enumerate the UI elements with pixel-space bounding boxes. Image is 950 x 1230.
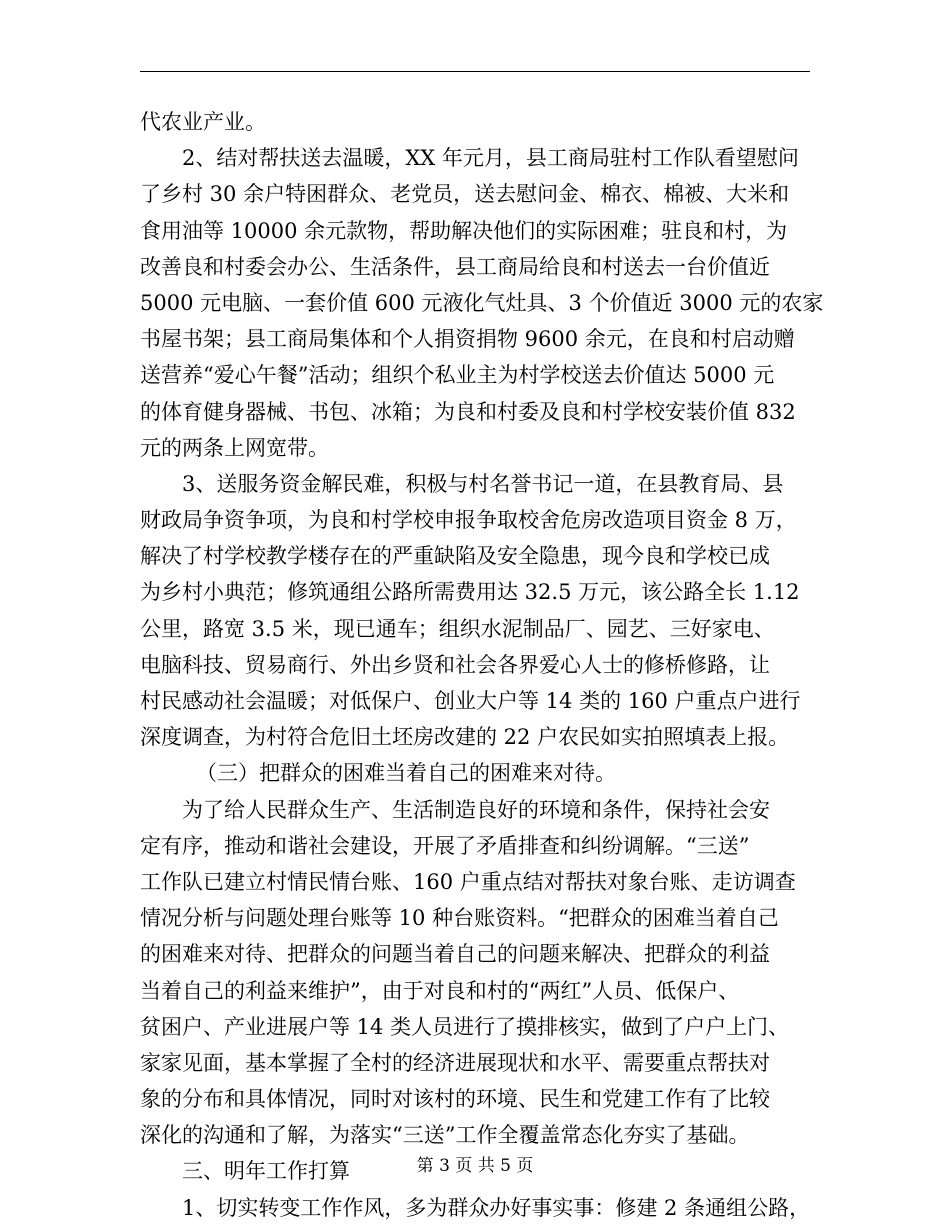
paragraph-start: 2、结对帮扶送去温暖，XX 年元月，县工商局驻村工作队看望慰问 [182, 146, 799, 171]
text-line: 象的分布和具体情况，同时对该村的环境、民生和党建工作有了比较 [140, 1087, 770, 1112]
paragraph-start: 3、送服务资金解民难，积极与村名誉书记一道，在县教育局、县 [182, 471, 784, 496]
text-line: 财政局争资争项，为良和村学校申报争取校舍危房改造项目资金 8 万， [140, 508, 797, 533]
text-line: 家家见面，基本掌握了全村的经济进展现状和水平、需要重点帮扶对 [140, 1050, 770, 1075]
text-line: 书屋书架；县工商局集体和个人捐资捐物 9600 余元，在良和村启动赠 [140, 327, 795, 352]
document-body [140, 104, 824, 1226]
header-rule [140, 71, 810, 72]
text-line: 改善良和村委会办公、生活条件，县工商局给良和村送去一台价值近 [140, 254, 770, 279]
text-line: 当着自己的利益来维护”，由于对良和村的“两红”人员、低保户、 [140, 978, 740, 1003]
text-line: 的困难来对待、把群众的问题当着自己的问题来解决、把群众的利益 [140, 942, 770, 967]
text-line: 贫困户、产业进展户等 14 类人员进行了摸排核实，做到了户户上门、 [140, 1014, 790, 1039]
text-line: 村民感动社会温暖；对低保户、创业大户等 14 类的 160 户重点户进行 [140, 689, 801, 713]
text-line: 的体育健身器械、书包、冰箱；为良和村委及良和村学校安装价值 832 [140, 399, 796, 424]
text-line: 送营养“爱心午餐”活动；组织个私业主为村学校送去价值达 5000 元 [140, 363, 775, 388]
text-line: 深化的沟通和了解，为落实“三送”工作全覆盖常态化夯实了基础。 [140, 1123, 750, 1148]
text-line: 元的两条上网宽带。 [140, 435, 329, 460]
text-line: 代农业产业。 [140, 110, 266, 134]
text-line: 情况分析与问题处理台账等 10 种台账资料。“把群众的困难当着自己 [140, 906, 779, 931]
text-line: 为乡村小典范；修筑通组公路所需费用达 32.5 万元，该公路全长 1.12 [140, 580, 800, 605]
text-line: 电脑科技、贸易商行、外出乡贤和社会各界爱心人士的修桥修路，让 [140, 652, 770, 677]
paragraph-start: 为了给人民群众生产、生活制造良好的环境和条件，保持社会安 [182, 797, 770, 822]
section-heading: （三）把群众的困难当着自己的困难来对待。 [196, 761, 616, 786]
text-line: 食用油等 10000 余元款物，帮助解决他们的实际困难；驻良和村，为 [140, 218, 788, 243]
text-line: 工作队已建立村情民情台账、160 户重点结对帮扶对象台账、走访调查 [140, 869, 796, 894]
page-footer: 第 3 页 共 5 页 [416, 1156, 534, 1176]
text-line: 5000 元电脑、一套价值 600 元液化气灶具、3 个价值近 3000 元的农家 [140, 290, 824, 315]
text-line: 解决了村学校教学楼存在的严重缺陷及安全隐患，现今良和学校已成 [140, 544, 770, 569]
text-line: 了乡村 30 余户特困群众、老党员，送去慰问金、棉衣、棉被、大米和 [140, 182, 790, 207]
paragraph-start: 1、切实转变工作作风，多为群众办好事实事：修建 2 条通组公路， [182, 1195, 811, 1220]
text-line: 公里，路宽 3.5 米，现已通车；组织水泥制品厂、园艺、三好家电、 [140, 616, 775, 641]
text-line: 深度调查，为村符合危旧土坯房改建的 22 户农民如实拍照填表上报。 [140, 725, 790, 750]
text-line: 定有序，推动和谐社会建设，开展了矛盾排查和纠纷调解。“三送” [140, 833, 750, 858]
section-heading: 三、明年工作打算 [182, 1159, 350, 1184]
